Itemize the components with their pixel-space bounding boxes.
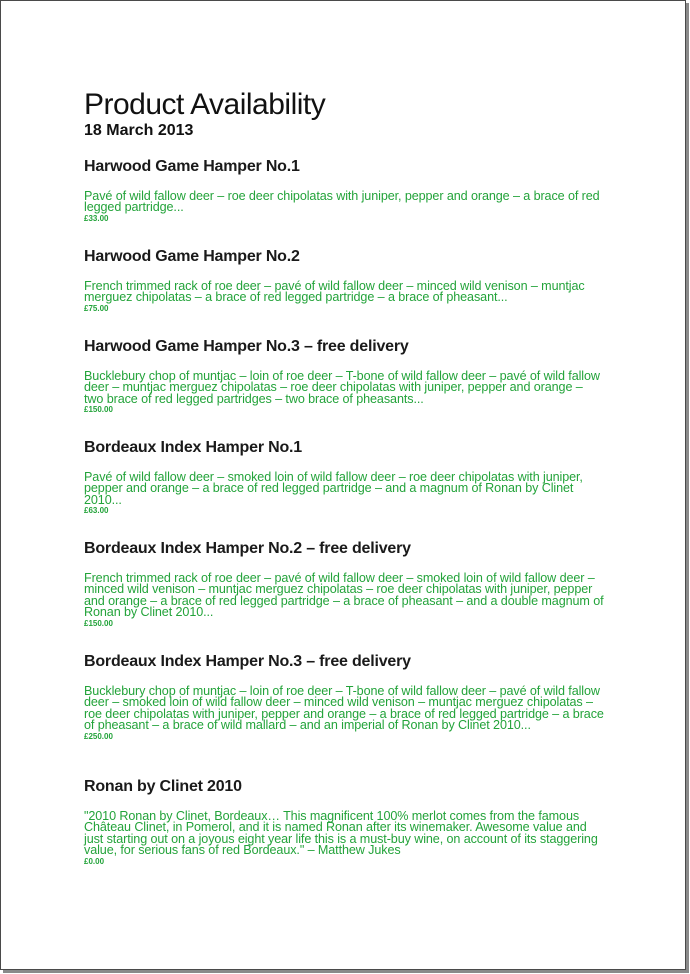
document-content	[84, 89, 604, 140]
product-name: Harwood Game Hamper No.1	[84, 158, 300, 175]
product-description: French trimmed rack of roe deer – pavé of wild fallow deer – smoked loin of wild fallow deer – minced wild venison – muntjac merguez chipolatas – roe deer chipolatas with juniper, pepper and orange – a brace of red legged partridge – a brace of pheasant – and a double magnum of Ronan by Clinet 2010...	[84, 571, 604, 620]
product-name: Bordeaux Index Hamper No.3 – free delivery	[84, 653, 411, 670]
product-price: £250.00	[84, 731, 113, 741]
product-item	[84, 540, 604, 629]
product-item	[84, 158, 604, 224]
product-item	[84, 248, 604, 314]
product-description: Bucklebury chop of muntjac – loin of roe deer – T-bone of wild fallow deer – pavé of wild fallow deer – muntjac merguez chipolatas – roe deer chipolatas with juniper, pepper and orange – two brace of red legged partridges – two brace of pheasants...	[84, 369, 600, 406]
page-title: Product Availability	[84, 88, 326, 121]
product-description: "2010 Ronan by Clinet, Bordeaux… This magnificent 100% merlot comes from the famous Château Clinet, in Pomerol, and it is named Ronan after its winemaker. Awesome value and just starting out on a joyous eight year life this is a must-buy wine, on account of its staggering value, for serious fans of red Bordeaux." – Matthew Jukes	[84, 809, 598, 858]
product-name: Bordeaux Index Hamper No.2 – free delivery	[84, 540, 411, 557]
product-name: Ronan by Clinet 2010	[84, 778, 242, 795]
product-item	[84, 778, 604, 867]
product-item	[84, 653, 604, 742]
product-name: Harwood Game Hamper No.3 – free delivery	[84, 338, 409, 355]
product-name: Bordeaux Index Hamper No.1	[84, 439, 302, 456]
product-price: £150.00	[84, 405, 113, 415]
product-price: £150.00	[84, 618, 113, 628]
document-date: 18 March 2013	[84, 122, 194, 139]
product-price: £63.00	[84, 506, 109, 516]
product-price: £75.00	[84, 303, 109, 313]
product-description: Pavé of wild fallow deer – roe deer chipolatas with juniper, pepper and orange – a brace of red legged partridge...	[84, 189, 600, 215]
product-description: Bucklebury chop of muntjac – loin of roe deer – T-bone of wild fallow deer – pavé of wild fallow deer – smoked loin of wild fallow deer – minced wild venison – muntjac merguez chipolatas – roe deer chipolatas with juniper, pepper and orange – a brace of red legged partridge – a brace of pheasant – a brace of wild mallard – and an imperial of Ronan by Clinet 2010...	[84, 684, 604, 733]
product-name: Harwood Game Hamper No.2	[84, 248, 300, 265]
product-item	[84, 338, 604, 415]
product-item	[84, 439, 604, 516]
product-description: Pavé of wild fallow deer – smoked loin of wild fallow deer – roe deer chipolatas with juniper, pepper and orange – a brace of red legged partridge – and a magnum of Ronan by Clinet 2010...	[84, 470, 583, 507]
product-description: French trimmed rack of roe deer – pavé of wild fallow deer – minced wild venison – muntjac merguez chipolatas – a brace of red legged partridge – a brace of pheasant...	[84, 279, 585, 305]
product-price: £0.00	[84, 856, 105, 866]
product-price: £33.00	[84, 213, 109, 223]
